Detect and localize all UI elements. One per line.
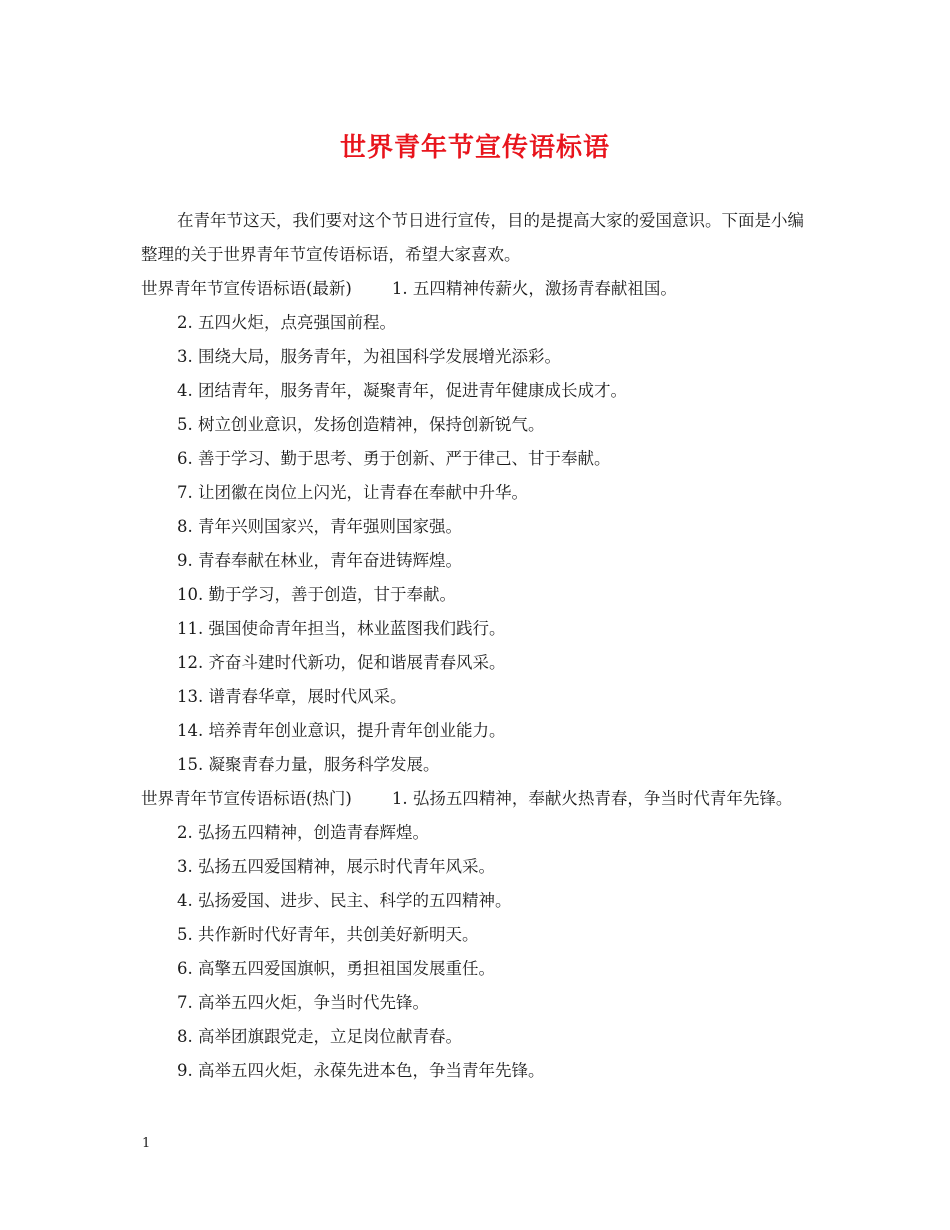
list-item: 4. 团结青年，服务青年，凝聚青年，促进青年健康成长成才。 [177, 381, 627, 400]
list-item: 5. 共作新时代好青年，共创美好新明天。 [177, 925, 479, 944]
list-item: 9. 青春奉献在林业，青年奋进铸辉煌。 [177, 551, 462, 570]
section2-heading-line [141, 782, 817, 816]
section1-list [141, 306, 817, 782]
section1-first-item: 1. 五四精神传薪火，激扬青春献祖国。 [391, 279, 677, 298]
list-item: 2. 五四火炬，点亮强国前程。 [177, 313, 396, 332]
document-title: 世界青年节宣传语标语 [339, 133, 610, 163]
document-body [141, 204, 817, 1088]
list-item: 2. 弘扬五四精神，创造青春辉煌。 [177, 823, 429, 842]
list-item: 10. 勤于学习，善于创造，甘于奉献。 [177, 585, 456, 604]
list-item: 7. 让团徽在岗位上闪光，让青春在奉献中升华。 [177, 483, 528, 502]
list-item: 12. 齐奋斗建时代新功，促和谐展青春风采。 [177, 653, 506, 672]
section1-heading-line [141, 272, 817, 306]
list-item: 8. 高举团旗跟党走，立足岗位献青春。 [177, 1027, 462, 1046]
list-item: 6. 善于学习、勤于思考、勇于创新、严于律己、甘于奉献。 [177, 449, 611, 468]
intro-paragraph: 在青年节这天，我们要对这个节日进行宣传，目的是提高大家的爱国意识。下面是小编整理的关于世界青年节宣传语标语，希望大家喜欢。 [141, 211, 804, 264]
list-item: 3. 弘扬五四爱国精神，展示时代青年风采。 [177, 857, 495, 876]
list-item: 5. 树立创业意识，发扬创造精神，保持创新锐气。 [177, 415, 545, 434]
list-item: 8. 青年兴则国家兴，青年强则国家强。 [177, 517, 462, 536]
section2-list [141, 816, 817, 1088]
list-item: 3. 围绕大局，服务青年，为祖国科学发展增光添彩。 [177, 347, 561, 366]
list-item: 6. 高擎五四爱国旗帜，勇担祖国发展重任。 [177, 959, 495, 978]
list-item: 15. 凝聚青春力量，服务科学发展。 [177, 755, 440, 774]
list-item: 13. 谱青春华章，展时代风采。 [177, 687, 407, 706]
list-item: 11. 强国使命青年担当，林业蓝图我们践行。 [177, 619, 506, 638]
section2-first-item: 1. 弘扬五四精神，奉献火热青春，争当时代青年先锋。 [391, 789, 793, 808]
list-item: 14. 培养青年创业意识，提升青年创业能力。 [177, 721, 506, 740]
page-number: 1 [142, 1136, 151, 1151]
list-item: 7. 高举五四火炬，争当时代先锋。 [177, 993, 429, 1012]
list-item: 4. 弘扬爱国、进步、民主、科学的五四精神。 [177, 891, 512, 910]
list-item: 9. 高举五四火炬，永葆先进本色，争当青年先锋。 [177, 1061, 545, 1080]
section1-heading: 世界青年节宣传语标语(最新) [141, 279, 352, 298]
section2-heading: 世界青年节宣传语标语(热门) [141, 789, 352, 808]
